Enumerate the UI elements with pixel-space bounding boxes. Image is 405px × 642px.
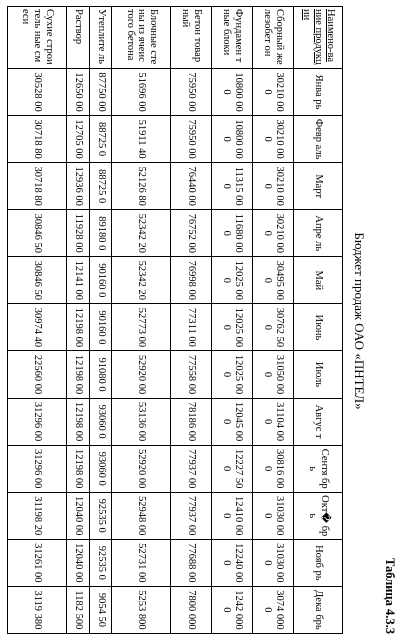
value-cell: 78186 00 (171, 398, 212, 445)
table-body (8, 7, 294, 634)
table-title: Бюджет продаж ОАО «ПНТЕЛ» (352, 232, 367, 410)
value-cell: 12410 000 (212, 492, 253, 539)
header-product-name: Наимено-вание продукции (294, 7, 343, 69)
value-cell: 10800 000 (212, 69, 253, 116)
value-cell: 76998 00 (171, 257, 212, 304)
value-cell: 76752 00 (171, 210, 212, 257)
value-cell: 77688 00 (171, 539, 212, 586)
value-cell: 52773 00 (112, 304, 171, 351)
value-cell: 30816 000 (253, 445, 294, 492)
value-cell: 30762 500 (253, 304, 294, 351)
product-name-cell: Раствор (67, 7, 90, 69)
value-cell: 90160 0 (89, 257, 112, 304)
value-cell: 12025 000 (212, 304, 253, 351)
value-cell: 12141 00 (67, 257, 90, 304)
value-cell: 88725 0 (89, 163, 112, 210)
value-cell: 77311 00 (171, 304, 212, 351)
value-cell: 52342 20 (112, 257, 171, 304)
value-cell: 12198 00 (67, 351, 90, 398)
value-cell: 9054 50 (89, 586, 112, 633)
value-cell: 31050 000 (253, 351, 294, 398)
product-name-cell: Фундамен тные блоки (212, 7, 253, 69)
value-cell: 31296 00 (8, 445, 67, 492)
value-cell: 31198 20 (8, 492, 67, 539)
header-month: Март (294, 163, 343, 210)
value-cell: 30210 000 (253, 69, 294, 116)
value-cell: 51696 00 (112, 69, 171, 116)
header-month: Сентя брь (294, 445, 343, 492)
table-row (253, 7, 294, 634)
value-cell: 30210 000 (253, 116, 294, 163)
header-month: Июнь (294, 304, 343, 351)
product-name-cell: Сборный железобет он (253, 7, 294, 69)
product-name-cell: Блочные стены из ячеистого бетона (112, 7, 171, 69)
value-cell: 30846 50 (8, 257, 67, 304)
value-cell: 11315 000 (212, 163, 253, 210)
value-cell: 52948 00 (112, 492, 171, 539)
value-cell: 7800 000 (171, 586, 212, 633)
value-cell: 12650 00 (67, 69, 90, 116)
table-number-label: Таблица 4.3.3 (383, 557, 397, 634)
value-cell: 52342 20 (112, 210, 171, 257)
value-cell: 12025 000 (212, 351, 253, 398)
header-month: Май (294, 257, 343, 304)
value-cell: 30718 80 (8, 163, 67, 210)
product-name-cell: Бетон товарный (171, 7, 212, 69)
value-cell: 90160 0 (89, 304, 112, 351)
value-cell: 52920 00 (112, 445, 171, 492)
value-cell: 30495 000 (253, 257, 294, 304)
table-row (212, 7, 253, 634)
value-cell: 87750 00 (89, 69, 112, 116)
value-cell: 77937 00 (171, 492, 212, 539)
value-cell: 89180 0 (89, 210, 112, 257)
value-cell: 1242 0000 (212, 586, 253, 633)
value-cell: 75950 00 (171, 116, 212, 163)
value-cell: 12045 000 (212, 398, 253, 445)
table-row (89, 7, 112, 634)
value-cell: 31104 000 (253, 398, 294, 445)
header-month: Янва рь (294, 69, 343, 116)
value-cell: 53136 00 (112, 398, 171, 445)
header-month: Февр аль (294, 116, 343, 163)
value-cell: 12198 00 (67, 398, 90, 445)
header-month: Дека брь (294, 586, 343, 633)
value-cell: 31261 00 (8, 539, 67, 586)
product-name-cell: Утеплите ль (89, 7, 112, 69)
value-cell: 3119 380 (8, 586, 67, 633)
header-month: Июль (294, 351, 343, 398)
header-month: Апре ль (294, 210, 343, 257)
value-cell: 93060 0 (89, 445, 112, 492)
value-cell: 30210 000 (253, 163, 294, 210)
value-cell: 52126 80 (112, 163, 171, 210)
value-cell: 93060 0 (89, 398, 112, 445)
value-cell: 30718 80 (8, 116, 67, 163)
sales-budget-table (7, 6, 343, 634)
value-cell: 11680 000 (212, 210, 253, 257)
value-cell: 77937 00 (171, 445, 212, 492)
value-cell: 30974 40 (8, 304, 67, 351)
value-cell: 31030 000 (253, 539, 294, 586)
table-header-row (294, 7, 343, 634)
value-cell: 52731 00 (112, 539, 171, 586)
value-cell: 92535 0 (89, 539, 112, 586)
value-cell: 12936 00 (67, 163, 90, 210)
value-cell: 76440 00 (171, 163, 212, 210)
value-cell: 12198 00 (67, 445, 90, 492)
table-row (171, 7, 212, 634)
value-cell: 30210 000 (253, 210, 294, 257)
value-cell: 12025 000 (212, 257, 253, 304)
value-cell: 10800 000 (212, 116, 253, 163)
value-cell: 91080 0 (89, 351, 112, 398)
value-cell: 30846 50 (8, 210, 67, 257)
value-cell: 1182 500 (67, 586, 90, 633)
value-cell: 12705 00 (67, 116, 90, 163)
value-cell: 5253 800 (112, 586, 171, 633)
value-cell: 52920 00 (112, 351, 171, 398)
value-cell: 11928 00 (67, 210, 90, 257)
table-row (8, 7, 67, 634)
value-cell: 31296 00 (8, 398, 67, 445)
value-cell: 22560 00 (8, 351, 67, 398)
value-cell: 12040 00 (67, 539, 90, 586)
value-cell: 92535 0 (89, 492, 112, 539)
value-cell: 12040 00 (67, 492, 90, 539)
table-row (67, 7, 90, 634)
value-cell: 12198 00 (67, 304, 90, 351)
value-cell: 77558 00 (171, 351, 212, 398)
value-cell: 31030 000 (253, 492, 294, 539)
product-name-cell: Сухие строитель ные смеси (8, 7, 67, 69)
value-cell: 12227 500 (212, 445, 253, 492)
value-cell: 12240 000 (212, 539, 253, 586)
header-month: Окт� брь (294, 492, 343, 539)
header-month: Нояб рь (294, 539, 343, 586)
table-row (112, 7, 171, 634)
header-month: Авгус т (294, 398, 343, 445)
value-cell: 30528 00 (8, 69, 67, 116)
value-cell: 75950 00 (171, 69, 212, 116)
value-cell: 51911 40 (112, 116, 171, 163)
value-cell: 3074 0000 (253, 586, 294, 633)
value-cell: 88725 0 (89, 116, 112, 163)
